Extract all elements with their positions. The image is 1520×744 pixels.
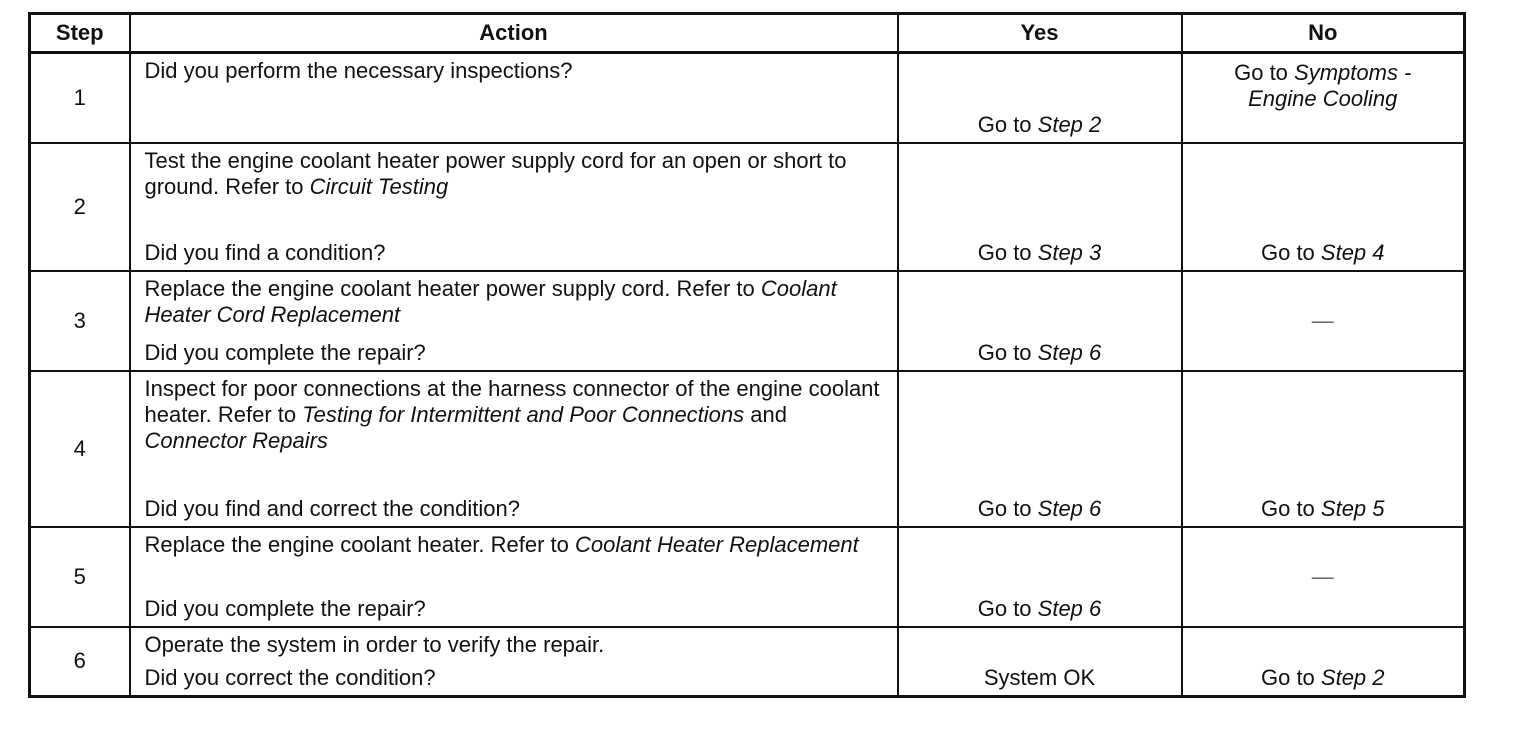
step-number: 2	[30, 143, 130, 271]
no-result-dash: —	[1311, 307, 1334, 333]
header-action: Action	[130, 14, 898, 53]
step-number: 4	[30, 371, 130, 527]
instruction-text: Inspect for poor connections at the harness connector of the engine coolant heater. Refer to	[144, 375, 880, 427]
no-cell	[1182, 527, 1465, 627]
table-row	[30, 627, 1465, 697]
header-step: Step	[30, 14, 130, 53]
no-cell	[1182, 53, 1465, 143]
action-instruction	[145, 376, 883, 454]
yes-cell	[898, 271, 1182, 371]
header-yes: Yes	[898, 14, 1182, 53]
table-row	[30, 53, 1465, 143]
action-question: Did you find a condition?	[144, 239, 386, 265]
yes-result: Go to Step 3	[977, 239, 1102, 265]
step-number: 5	[30, 527, 130, 627]
action-cell	[130, 143, 898, 271]
yes-cell	[898, 53, 1182, 143]
yes-result: Go to Step 2	[977, 111, 1102, 137]
yes-cell	[898, 527, 1182, 627]
no-cell	[1182, 271, 1465, 371]
instruction-text: Operate the system in order to verify the repair.	[144, 631, 605, 657]
no-cell	[1182, 143, 1465, 271]
reference-link-text: Connector Repairs	[144, 427, 328, 453]
no-result-dash: —	[1311, 563, 1334, 589]
action-cell	[130, 53, 898, 143]
no-cell	[1182, 371, 1465, 527]
instruction-text: Replace the engine coolant heater power supply cord. Refer to	[144, 275, 761, 301]
yes-result: Go to Step 6	[977, 495, 1102, 521]
table-row	[30, 371, 1465, 527]
reference-link-text: Circuit Testing	[309, 173, 449, 199]
yes-cell	[898, 143, 1182, 271]
no-cell	[1182, 627, 1465, 697]
yes-cell	[898, 371, 1182, 527]
step-number: 1	[30, 53, 130, 143]
action-question: Did you complete the repair?	[144, 595, 426, 621]
step-number: 3	[30, 271, 130, 371]
no-result: Go to Step 5	[1260, 495, 1385, 521]
action-instruction	[145, 148, 883, 200]
action-question: Did you find and correct the condition?	[144, 495, 520, 521]
action-cell	[130, 371, 898, 527]
header-row	[30, 14, 1465, 53]
yes-cell	[898, 627, 1182, 697]
step-number: 6	[30, 627, 130, 697]
yes-result: System OK	[983, 665, 1096, 690]
instruction-text: Test the engine coolant heater power supply cord for an open or short to ground. Refer to	[144, 147, 847, 199]
no-result: Go to Step 2	[1260, 665, 1385, 690]
yes-result: Go to Step 6	[977, 339, 1102, 365]
action-question: Did you complete the repair?	[144, 339, 426, 365]
table-row	[30, 271, 1465, 371]
table-row	[30, 143, 1465, 271]
reference-link-text: Testing for Intermittent and Poor Connections	[302, 401, 745, 427]
action-question: Did you correct the condition?	[144, 665, 436, 690]
reference-link-text: Coolant Heater Cord Replacement	[144, 275, 837, 327]
instruction-text: and	[744, 401, 787, 427]
action-cell	[130, 271, 898, 371]
action-instruction	[145, 276, 883, 328]
reference-link-text: Coolant Heater Replacement	[575, 531, 859, 557]
action-question: Did you perform the necessary inspections?	[144, 58, 573, 83]
table-row	[30, 527, 1465, 627]
diagnostic-table	[28, 12, 1466, 698]
action-cell	[130, 627, 898, 697]
no-result: Go to Step 4	[1260, 239, 1385, 265]
action-instruction	[145, 632, 883, 658]
yes-result: Go to Step 6	[977, 595, 1102, 621]
instruction-text: Replace the engine coolant heater. Refer to	[144, 531, 576, 557]
no-result: Go to Symptoms - Engine Cooling	[1234, 60, 1412, 111]
action-instruction	[145, 532, 883, 558]
action-cell	[130, 527, 898, 627]
header-no: No	[1182, 14, 1465, 53]
